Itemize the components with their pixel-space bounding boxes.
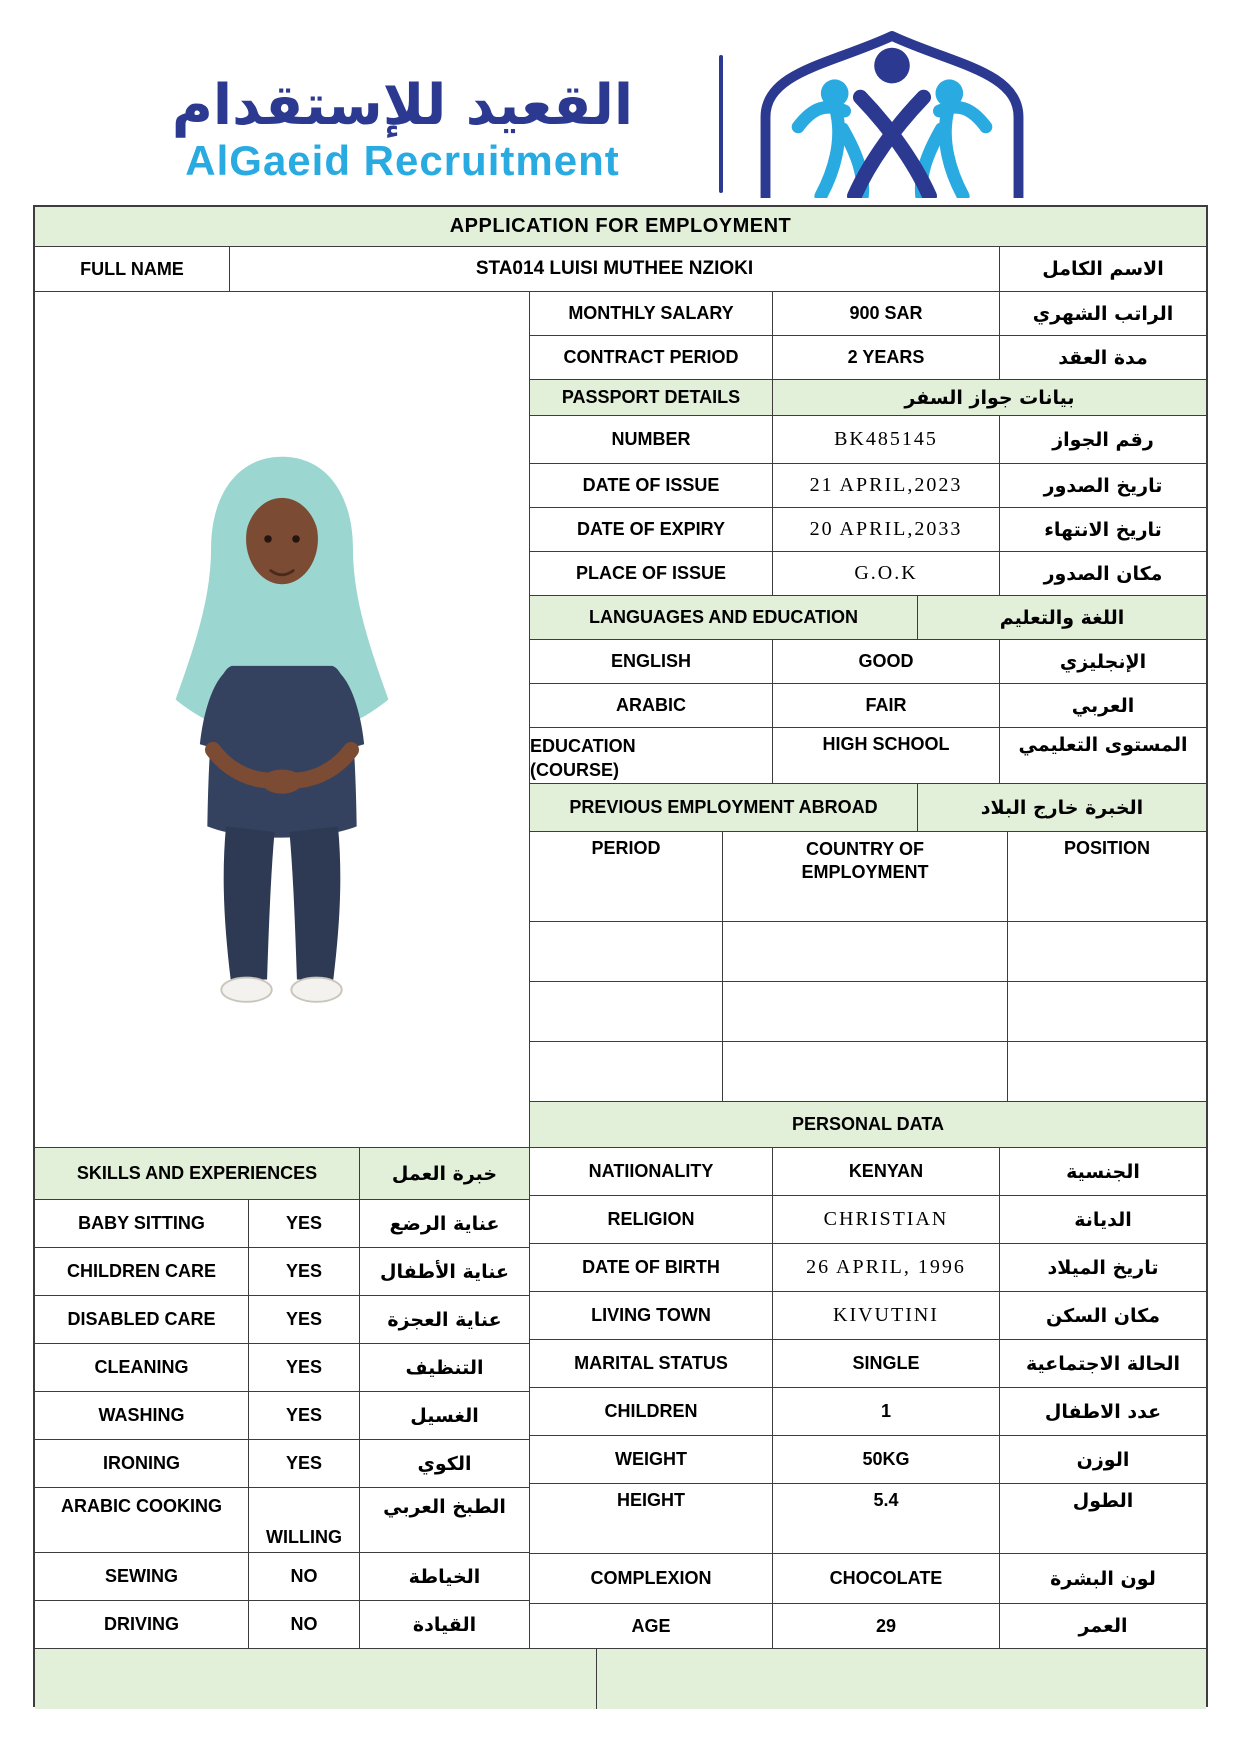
prev-employment-empty-cell — [723, 982, 1008, 1042]
contract-period-value: 2 YEARS — [773, 336, 1000, 380]
skill-driving-label: DRIVING — [35, 1601, 249, 1649]
skill-driving-label-ar: القيادة — [360, 1601, 530, 1649]
applicant-photo-cell — [35, 292, 530, 1148]
education-label-ar: المستوى التعليمي — [1000, 728, 1206, 784]
title-row — [35, 207, 1206, 247]
skill-baby-sitting-label: BABY SITTING — [35, 1200, 249, 1248]
skill-children-care-label: CHILDREN CARE — [35, 1248, 249, 1296]
page-title: APPLICATION FOR EMPLOYMENT — [35, 207, 1206, 247]
monthly-salary-row — [530, 292, 1206, 336]
religion-value: CHRISTIAN — [773, 1196, 1000, 1244]
previous-employment-empty-row — [530, 982, 1206, 1042]
passport-details-header-row — [530, 380, 1206, 416]
age-label: AGE — [530, 1604, 773, 1649]
contract-period-row — [530, 336, 1206, 380]
prev-employment-empty-cell — [723, 922, 1008, 982]
place-of-issue-value: G.O.K — [773, 552, 1000, 596]
education-label-line2: (COURSE) — [530, 759, 619, 780]
languages-education-label: LANGUAGES AND EDUCATION — [530, 596, 918, 640]
english-label: ENGLISH — [530, 640, 773, 684]
full-name-label: FULL NAME — [35, 247, 230, 292]
religion-row — [530, 1196, 1206, 1244]
skill-disabled-care-value: YES — [249, 1296, 360, 1344]
place-of-issue-row — [530, 552, 1206, 596]
nationality-label: NATIIONALITY — [530, 1148, 773, 1196]
skill-ironing-value: YES — [249, 1440, 360, 1488]
skill-cleaning-label-ar: التنظيف — [360, 1344, 530, 1392]
previous-employment-label-ar: الخبرة خارج البلاد — [918, 784, 1206, 832]
complexion-row — [530, 1554, 1206, 1604]
date-of-issue-row — [530, 464, 1206, 508]
passport-details-label: PASSPORT DETAILS — [530, 380, 773, 416]
living-town-row — [530, 1292, 1206, 1340]
complexion-label-ar: لون البشرة — [1000, 1554, 1206, 1604]
skill-ironing-label-ar: الكوي — [360, 1440, 530, 1488]
skill-washing-label-ar: الغسيل — [360, 1392, 530, 1440]
skill-row-arabic-cooking — [35, 1488, 530, 1553]
monthly-salary-label: MONTHLY SALARY — [530, 292, 773, 336]
education-label — [530, 728, 773, 784]
application-table — [33, 205, 1208, 1707]
skill-arabic-cooking-value: WILLING — [249, 1488, 360, 1553]
skill-row-ironing — [35, 1440, 530, 1488]
skill-washing-value: YES — [249, 1392, 360, 1440]
skills-header-row — [35, 1148, 530, 1200]
weight-value: 50KG — [773, 1436, 1000, 1484]
contract-period-label: CONTRACT PERIOD — [530, 336, 773, 380]
weight-label: WEIGHT — [530, 1436, 773, 1484]
prev-employment-empty-cell — [1008, 922, 1206, 982]
skill-children-care-label-ar: عناية الأطفال — [360, 1248, 530, 1296]
arabic-value: FAIR — [773, 684, 1000, 728]
personal-data-header-row — [530, 1102, 1206, 1148]
skill-driving-value: NO — [249, 1601, 360, 1649]
skill-arabic-cooking-label: ARABIC COOKING — [35, 1488, 249, 1553]
date-of-expiry-label: DATE OF EXPIRY — [530, 508, 773, 552]
prev-employment-empty-cell — [723, 1042, 1008, 1102]
logo-wordmark — [90, 73, 715, 184]
date-of-expiry-label-ar: تاريخ الانتهاء — [1000, 508, 1206, 552]
date-of-birth-label-ar: تاريخ الميلاد — [1000, 1244, 1206, 1292]
place-of-issue-label: PLACE OF ISSUE — [530, 552, 773, 596]
children-value: 1 — [773, 1388, 1000, 1436]
height-label-ar: الطول — [1000, 1484, 1206, 1554]
skill-row-baby-sitting — [35, 1200, 530, 1248]
skill-arabic-cooking-label-ar: الطبخ العربي — [360, 1488, 530, 1553]
previous-employment-header-row — [530, 784, 1206, 832]
footer-left-cell — [35, 1649, 597, 1709]
living-town-label-ar: مكان السكن — [1000, 1292, 1206, 1340]
skill-baby-sitting-label-ar: عناية الرضع — [360, 1200, 530, 1248]
footer-right-cell — [597, 1649, 1206, 1709]
skill-row-driving — [35, 1601, 530, 1649]
skill-row-washing — [35, 1392, 530, 1440]
arch-with-three-figures-icon — [742, 30, 1042, 198]
prev-employment-empty-cell — [530, 982, 723, 1042]
prev-employment-empty-cell — [530, 1042, 723, 1102]
english-label-ar: الإنجليزي — [1000, 640, 1206, 684]
skill-sewing-label: SEWING — [35, 1553, 249, 1601]
passport-number-label: NUMBER — [530, 416, 773, 464]
weight-row — [530, 1436, 1206, 1484]
children-label-ar: عدد الاطفال — [1000, 1388, 1206, 1436]
languages-education-label-ar: اللغة والتعليم — [918, 596, 1206, 640]
skill-washing-label: WASHING — [35, 1392, 249, 1440]
monthly-salary-value: 900 SAR — [773, 292, 1000, 336]
arabic-label-ar: العربي — [1000, 684, 1206, 728]
marital-status-label-ar: الحالة الاجتماعية — [1000, 1340, 1206, 1388]
skill-row-children-care — [35, 1248, 530, 1296]
living-town-value: KIVUTINI — [773, 1292, 1000, 1340]
full-name-row — [35, 247, 1206, 292]
date-of-expiry-row — [530, 508, 1206, 552]
previous-employment-columns-row — [530, 832, 1206, 922]
children-row — [530, 1388, 1206, 1436]
arabic-row — [530, 684, 1206, 728]
previous-employment-empty-row — [530, 922, 1206, 982]
monthly-salary-label-ar: الراتب الشهري — [1000, 292, 1206, 336]
english-row — [530, 640, 1206, 684]
skill-cleaning-label: CLEANING — [35, 1344, 249, 1392]
form-body — [35, 292, 1206, 1649]
country-of-employment-column-header — [723, 832, 1008, 922]
languages-education-header-row — [530, 596, 1206, 640]
passport-details-label-ar: بيانات جواز السفر — [773, 380, 1206, 416]
personal-data-header: PERSONAL DATA — [530, 1102, 1206, 1148]
left-column — [35, 292, 530, 1649]
marital-status-value: SINGLE — [773, 1340, 1000, 1388]
marital-status-label: MARITAL STATUS — [530, 1340, 773, 1388]
living-town-label: LIVING TOWN — [530, 1292, 773, 1340]
skill-ironing-label: IRONING — [35, 1440, 249, 1488]
height-value: 5.4 — [773, 1484, 1000, 1554]
date-of-issue-label-ar: تاريخ الصدور — [1000, 464, 1206, 508]
previous-employment-empty-row — [530, 1042, 1206, 1102]
nationality-value: KENYAN — [773, 1148, 1000, 1196]
marital-status-row — [530, 1340, 1206, 1388]
religion-label: RELIGION — [530, 1196, 773, 1244]
religion-label-ar: الديانة — [1000, 1196, 1206, 1244]
date-of-birth-value: 26 APRIL, 1996 — [773, 1244, 1000, 1292]
skill-cleaning-value: YES — [249, 1344, 360, 1392]
weight-label-ar: الوزن — [1000, 1436, 1206, 1484]
footer-row — [35, 1649, 1206, 1709]
arabic-label: ARABIC — [530, 684, 773, 728]
complexion-label: COMPLEXION — [530, 1554, 773, 1604]
date-of-issue-label: DATE OF ISSUE — [530, 464, 773, 508]
date-of-birth-label: DATE OF BIRTH — [530, 1244, 773, 1292]
logo-divider — [719, 55, 723, 193]
contract-period-label-ar: مدة العقد — [1000, 336, 1206, 380]
education-value: HIGH SCHOOL — [773, 728, 1000, 784]
skills-header-label: SKILLS AND EXPERIENCES — [35, 1148, 360, 1200]
applicant-photo — [142, 425, 422, 1015]
place-of-issue-label-ar: مكان الصدور — [1000, 552, 1206, 596]
age-label-ar: العمر — [1000, 1604, 1206, 1649]
passport-number-row — [530, 416, 1206, 464]
date-of-birth-row — [530, 1244, 1206, 1292]
skill-sewing-label-ar: الخياطة — [360, 1553, 530, 1601]
logo-english-name: AlGaeid Recruitment — [185, 137, 620, 184]
skill-row-sewing — [35, 1553, 530, 1601]
skill-disabled-care-label: DISABLED CARE — [35, 1296, 249, 1344]
age-row — [530, 1604, 1206, 1649]
prev-employment-empty-cell — [1008, 1042, 1206, 1102]
skills-header-label-ar: خبرة العمل — [360, 1148, 530, 1200]
position-column-header: POSITION — [1008, 832, 1206, 922]
date-of-expiry-value: 20 APRIL,2033 — [773, 508, 1000, 552]
logo-arabic-name: القعيد للإستقدام — [171, 73, 634, 138]
prev-employment-empty-cell — [1008, 982, 1206, 1042]
age-value: 29 — [773, 1604, 1000, 1649]
passport-number-label-ar: رقم الجواز — [1000, 416, 1206, 464]
period-column-header: PERIOD — [530, 832, 723, 922]
date-of-issue-value: 21 APRIL,2023 — [773, 464, 1000, 508]
country-of-employment-text: COUNTRY OF EMPLOYMENT — [801, 839, 929, 882]
nationality-row — [530, 1148, 1206, 1196]
skill-children-care-value: YES — [249, 1248, 360, 1296]
full-name-label-ar: الاسم الكامل — [1000, 247, 1206, 292]
skill-disabled-care-label-ar: عناية العجزة — [360, 1296, 530, 1344]
full-name-value: STA014 LUISI MUTHEE NZIOKI — [230, 247, 1000, 292]
right-column — [530, 292, 1206, 1649]
english-value: GOOD — [773, 640, 1000, 684]
passport-number-value: BK485145 — [773, 416, 1000, 464]
skill-sewing-value: NO — [249, 1553, 360, 1601]
complexion-value: CHOCOLATE — [773, 1554, 1000, 1604]
previous-employment-label: PREVIOUS EMPLOYMENT ABROAD — [530, 784, 918, 832]
nationality-label-ar: الجنسية — [1000, 1148, 1206, 1196]
prev-employment-empty-cell — [530, 922, 723, 982]
height-row — [530, 1484, 1206, 1554]
children-label: CHILDREN — [530, 1388, 773, 1436]
education-row — [530, 728, 1206, 784]
skill-baby-sitting-value: YES — [249, 1200, 360, 1248]
skill-row-cleaning — [35, 1344, 530, 1392]
height-label: HEIGHT — [530, 1484, 773, 1554]
skill-row-disabled-care — [35, 1296, 530, 1344]
education-label-line1: EDUCATION — [530, 736, 636, 757]
